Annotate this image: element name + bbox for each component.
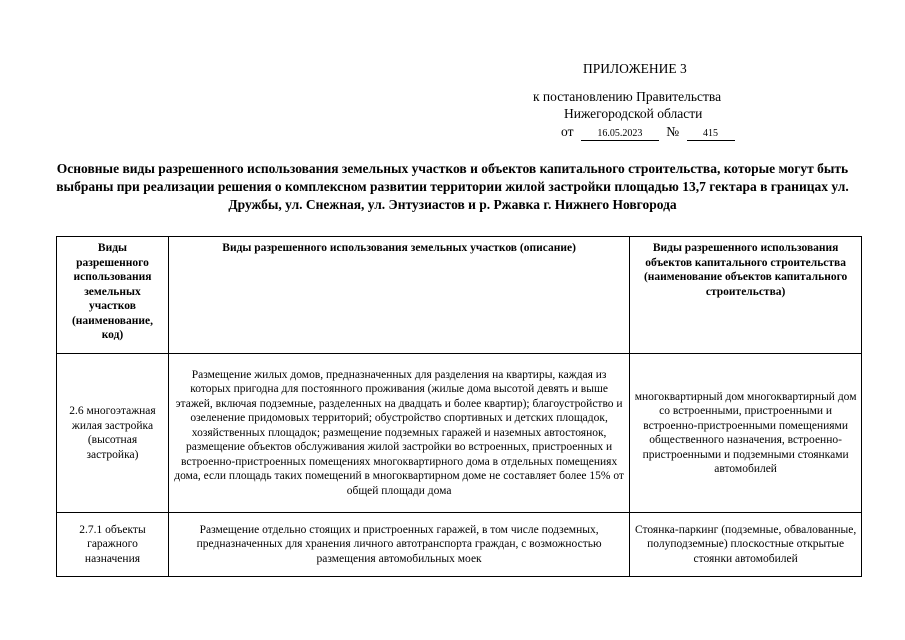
appendix-line-region: Нижегородской области [564, 106, 703, 121]
appendix-date-number-line [561, 123, 905, 141]
header-objects: Виды разрешенного использования объектов капитального строительства (наименование объектов капитального строительства) [630, 237, 862, 354]
date-field: 16.05.2023 [581, 127, 659, 141]
table-row [57, 354, 862, 513]
table-header-row [57, 237, 862, 354]
document-title: Основные виды разрешенного использования земельных участков и объектов капитального строительства, которые могут быть выбраны при реализации решения о комплексном развитии территории жилой застройки площадью 13,7 гектара в границах ул. Дружбы, ул. Снежная, ул. Энтузиастов и р. Ржавка г. Нижнего Новгорода [56, 161, 849, 212]
cell-objects: Стоянка-паркинг (подземные, обвалованные, полуподземные) плоскостные открытые стоянки автомобилей [630, 513, 862, 577]
number-prefix: № [666, 124, 680, 139]
header-kind: Виды разрешенного использования земельных участков (наименование, код) [57, 237, 169, 354]
cell-objects: многоквартирный дом многоквартирный дом со встроенными, пристроенными и встроенно-пристроенными помещениями общественного назначения, встроенно-пристроенными и подземными стоянками автомобилей [630, 354, 862, 513]
cell-kind: 2.7.1 объекты гаражного назначения [57, 513, 169, 577]
date-prefix: от [561, 124, 574, 139]
cell-description: Размещение жилых домов, предназначенных для разделения на квартиры, каждая из которых пригодна для постоянного проживания (жилые дома высотой девять и выше этажей, включая подземные, разделенных на двадцать и более квартир); благоустройство и озеленение придомовых территорий; обустройство спортивных и детских площадок, хозяйственных площадок; размещение подземных гаражей и наземных автостоянок, размещение объектов обслуживания жилой застройки во встроенных, пристроенных и встроенно-пристроенных помещениях многоквартирного дома в отдельных помещениях дома, если площадь таких помещений в многоквартирном доме не составляет более 15% от общей площади дома [168, 354, 629, 513]
header-description: Виды разрешенного использования земельных участков (описание) [168, 237, 629, 354]
cell-kind: 2.6 многоэтажная жилая застройка (высотная застройка) [57, 354, 169, 513]
appendix-line-resolution: к постановлению Правительства [533, 89, 722, 104]
number-field: 415 [687, 127, 735, 141]
appendix-title: ПРИЛОЖЕНИЕ 3 [583, 61, 687, 76]
table-row [57, 513, 862, 577]
cell-description: Размещение отдельно стоящих и пристроенных гаражей, в том числе подземных, предназначенных для хранения личного автотранспорта граждан, с возможностью размещения автомобильных моек [168, 513, 629, 577]
land-use-table [56, 236, 862, 577]
